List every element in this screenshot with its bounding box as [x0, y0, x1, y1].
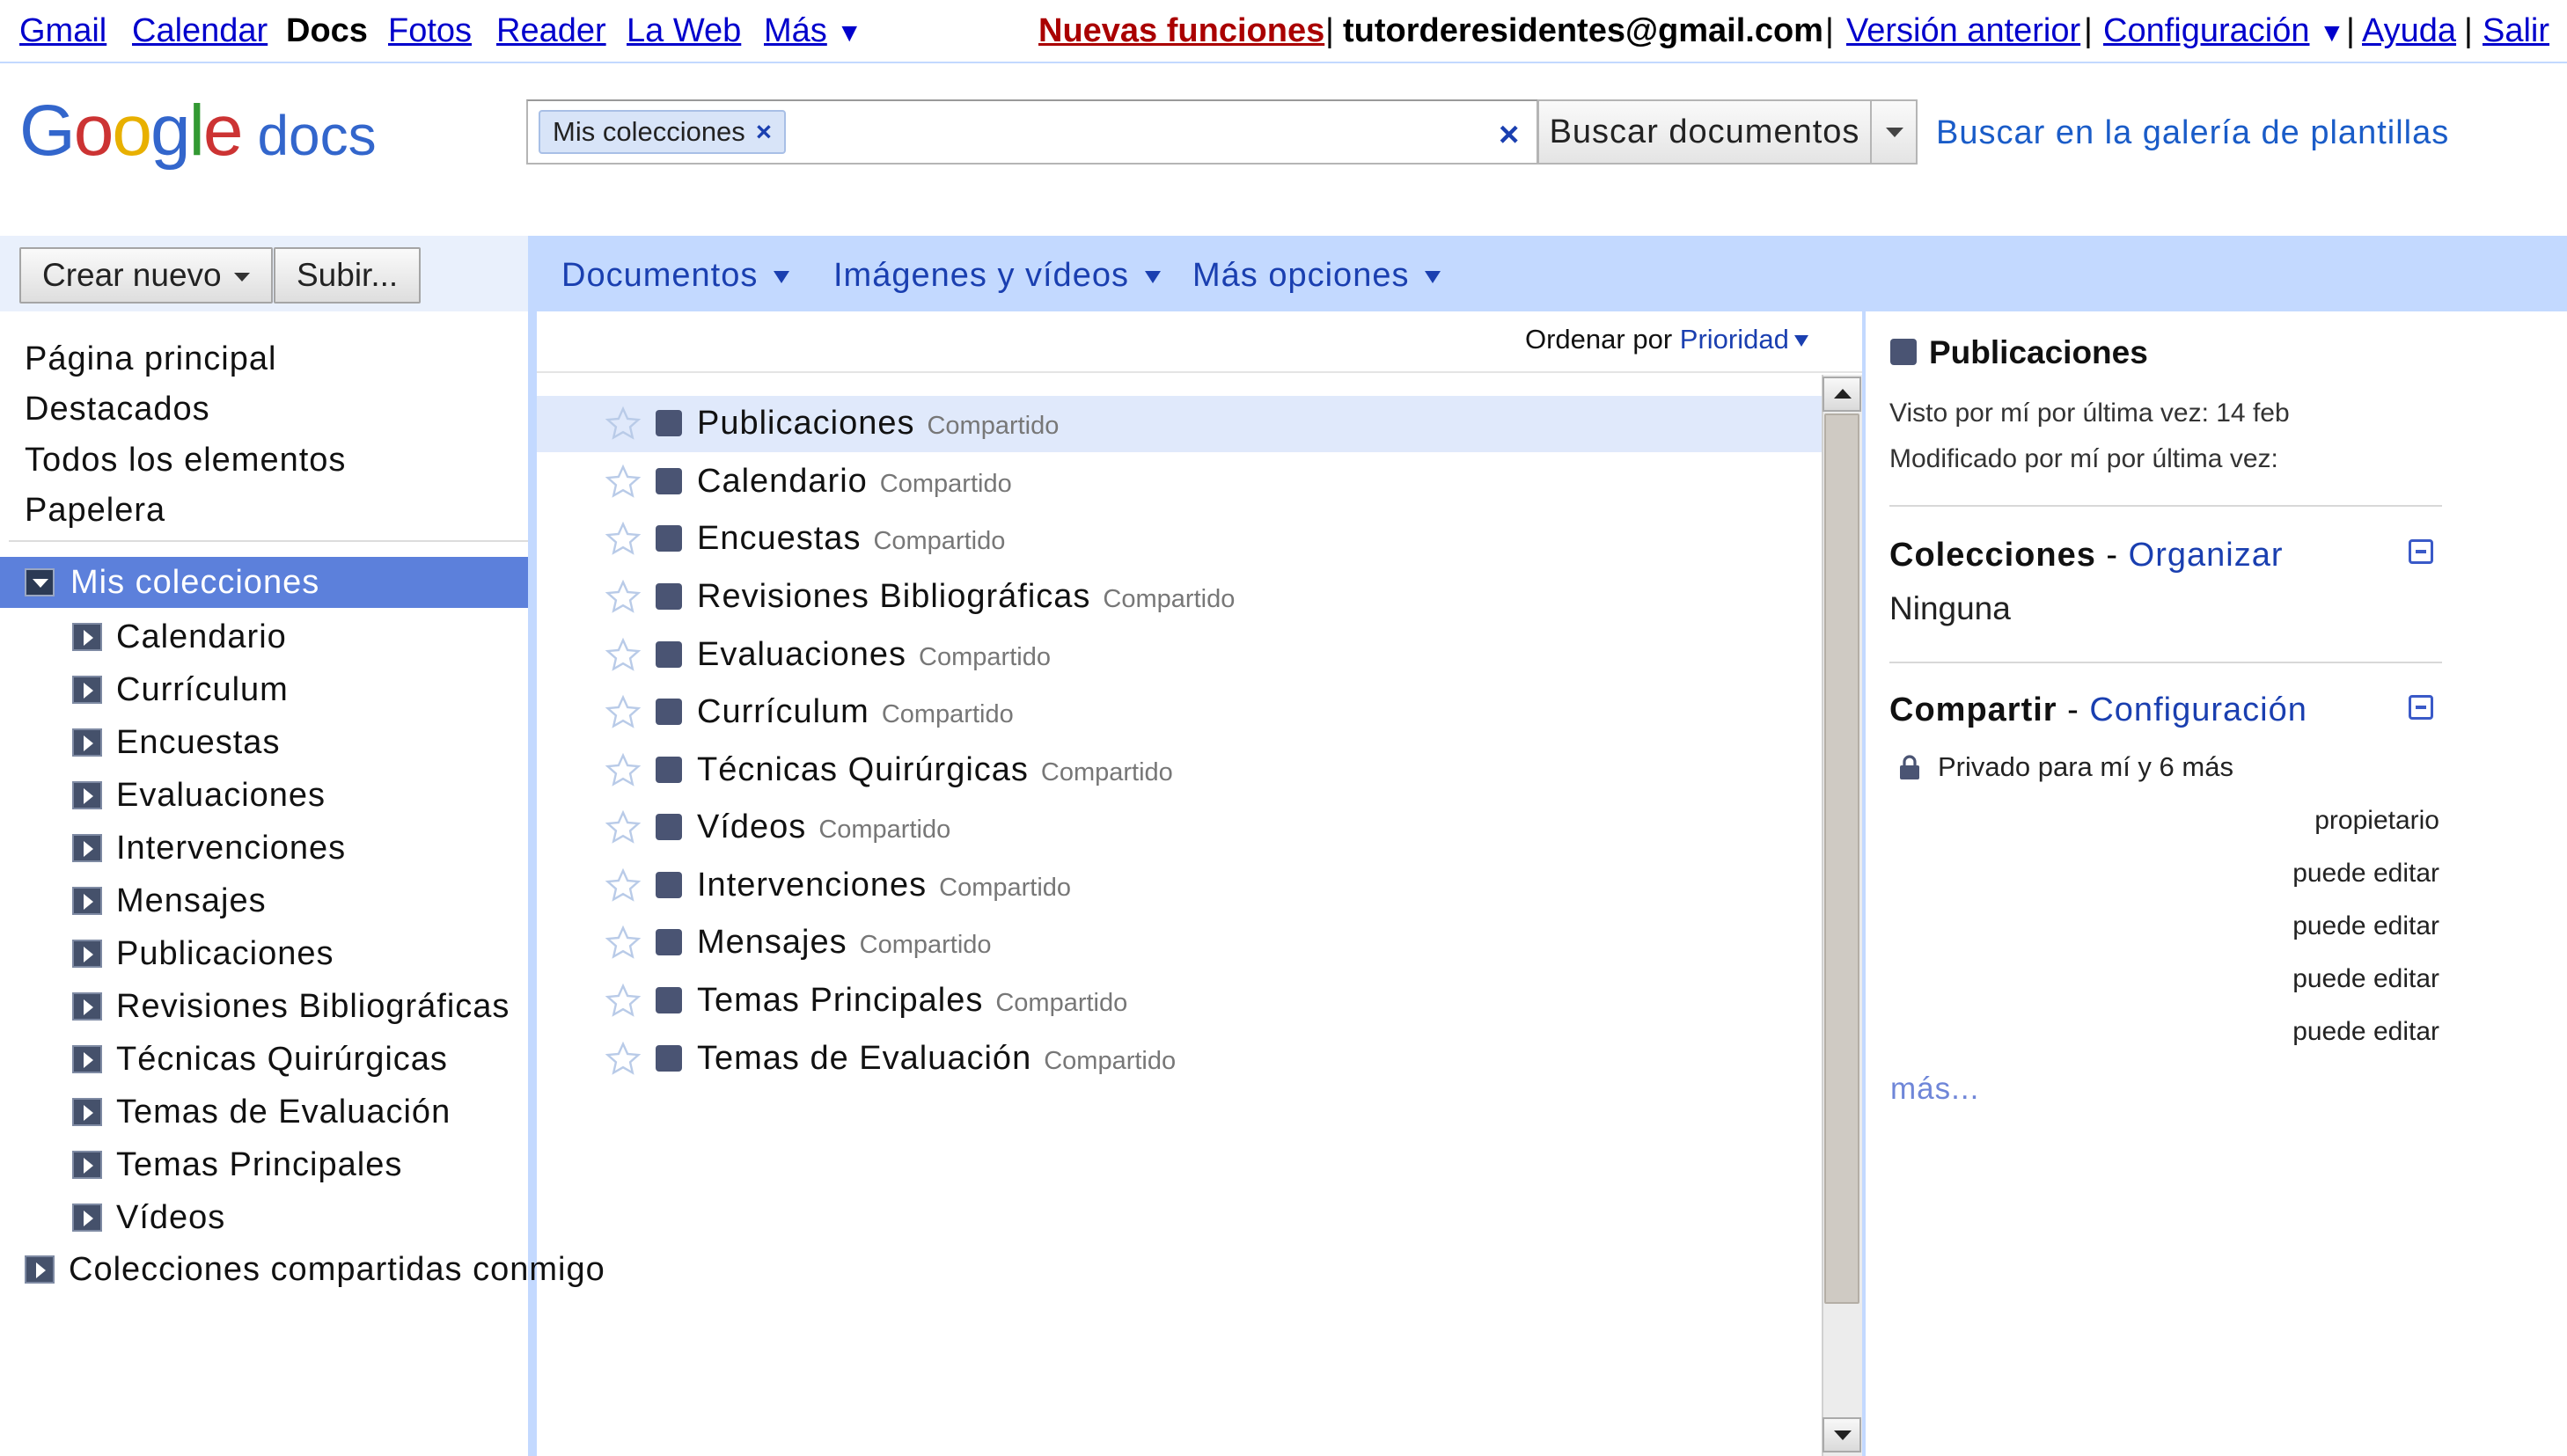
google-docs-logo[interactable] — [19, 91, 377, 175]
sidebar-item-label: Mis colecciones — [70, 564, 320, 601]
expand-arrow-icon[interactable] — [72, 623, 102, 651]
web-link[interactable]: La Web — [627, 12, 742, 49]
chevron-down-icon — [1145, 271, 1161, 283]
collection-label: Evaluaciones — [116, 777, 326, 814]
document-name[interactable] — [697, 518, 1005, 561]
document-row[interactable] — [537, 1031, 1822, 1087]
permission-label: propietario — [2314, 806, 2439, 835]
document-title: Mensajes — [697, 924, 847, 961]
document-row[interactable] — [537, 511, 1822, 567]
calendar-link[interactable]: Calendar — [132, 12, 268, 49]
document-row[interactable] — [537, 800, 1822, 856]
document-row[interactable] — [537, 743, 1822, 799]
shared-tag: Compartido — [1044, 1047, 1177, 1075]
account-email: tutorderesidentes@gmail.com — [1343, 12, 1823, 49]
collection-icon — [1890, 339, 1917, 365]
upload-button[interactable]: Subir... — [274, 247, 421, 304]
shared-tag: Compartido — [879, 470, 1012, 498]
template-gallery-link[interactable]: Buscar en la galería de plantillas — [1936, 114, 2450, 151]
document-title: Técnicas Quirúrgicas — [697, 751, 1029, 788]
shared-tag: Compartido — [818, 816, 951, 844]
tab-more-options[interactable] — [1192, 255, 1441, 296]
top-navigation-bar — [0, 0, 2567, 63]
sort-label: Ordenar por — [1525, 324, 1673, 355]
collection-label: Encuestas — [116, 724, 281, 761]
sidebar-item-my-collections[interactable] — [0, 557, 528, 608]
separator: | — [2084, 12, 2093, 49]
details-divider — [1889, 505, 2442, 507]
settings-caret-icon: ▼ — [2319, 18, 2345, 48]
sort-value-link[interactable]: Prioridad — [1679, 324, 1789, 355]
expand-arrow-icon[interactable] — [72, 940, 102, 968]
document-title: Encuestas — [697, 520, 862, 557]
expand-arrow-icon[interactable] — [72, 676, 102, 704]
document-name[interactable] — [697, 403, 1059, 446]
collapse-section-icon[interactable] — [2409, 695, 2433, 720]
collection-icon — [656, 1045, 682, 1072]
collection-icon — [656, 987, 682, 1013]
sidebar-divider — [9, 540, 528, 542]
document-name[interactable] — [697, 461, 1012, 504]
document-title: Revisiones Bibliográficas — [697, 578, 1091, 615]
signout-link[interactable]: Salir — [2483, 12, 2550, 49]
tab-label: Más opciones — [1192, 257, 1410, 294]
logo-letter: l — [188, 91, 203, 171]
shared-tag: Compartido — [881, 700, 1014, 728]
lock-icon — [1898, 755, 1921, 779]
shared-tag: Compartido — [1040, 758, 1173, 787]
collapse-section-icon[interactable] — [2409, 539, 2433, 564]
star-icon[interactable] — [604, 636, 642, 675]
collection-icon — [656, 757, 682, 783]
logo-letter: G — [19, 91, 74, 171]
star-icon[interactable] — [604, 463, 642, 501]
dash: - — [2095, 537, 2129, 574]
document-name[interactable] — [697, 922, 992, 965]
collection-label: Técnicas Quirúrgicas — [116, 1041, 448, 1078]
collection-label: Revisiones Bibliográficas — [116, 988, 510, 1025]
more-link: Más — [764, 12, 827, 49]
shared-tag: Compartido — [939, 874, 1072, 902]
separator: | — [1825, 12, 1834, 49]
tab-images-videos[interactable] — [833, 255, 1161, 296]
document-title: Evaluaciones — [697, 636, 907, 673]
search-options-dropdown[interactable] — [1872, 99, 1918, 165]
collection-icon — [656, 525, 682, 552]
expand-arrow-icon[interactable] — [72, 1045, 102, 1073]
photos-link[interactable]: Fotos — [388, 12, 473, 49]
collection-icon — [656, 641, 682, 668]
shared-tag: Compartido — [859, 931, 992, 959]
shared-tag: Compartido — [873, 527, 1006, 555]
document-name[interactable] — [697, 1038, 1176, 1081]
document-row[interactable] — [537, 973, 1822, 1029]
expand-arrow-icon[interactable] — [72, 781, 102, 809]
document-title: Calendario — [697, 463, 868, 500]
star-icon[interactable] — [604, 982, 642, 1021]
collection-label: Mensajes — [116, 882, 267, 919]
details-divider — [1862, 311, 1866, 1456]
share-label: Compartir — [1889, 691, 2057, 728]
document-name[interactable] — [697, 634, 1051, 677]
sidebar-item-all-items[interactable]: Todos los elementos — [25, 442, 347, 479]
privacy-status: Privado para mí y 6 más — [1938, 751, 2233, 782]
collection-icon — [656, 468, 682, 494]
collection-icon — [656, 410, 682, 436]
search-input[interactable] — [526, 99, 1538, 165]
collection-icon — [656, 699, 682, 725]
search-documents-button[interactable]: Buscar documentos — [1537, 99, 1872, 165]
collection-filter-chip[interactable] — [539, 110, 786, 154]
document-title: Currículum — [697, 693, 869, 730]
last-modified-text: Modificado por mí por última vez: — [1889, 444, 2278, 473]
sort-control[interactable] — [1525, 322, 1808, 357]
separator: | — [2346, 12, 2355, 49]
collection-icon — [656, 814, 682, 840]
logo-letter: o — [112, 91, 151, 171]
expand-arrow-icon[interactable] — [72, 834, 102, 862]
shared-tag: Compartido — [995, 989, 1128, 1017]
star-icon[interactable] — [604, 808, 642, 847]
logo-letter: e — [202, 91, 242, 171]
chevron-down-icon — [1794, 335, 1808, 347]
document-title: Temas de Evaluación — [697, 1040, 1032, 1077]
document-title: Publicaciones — [697, 405, 915, 442]
collection-label: Publicaciones — [116, 935, 334, 972]
scroll-up-arrow-icon[interactable] — [1823, 377, 1861, 412]
permission-label: puede editar — [2292, 859, 2439, 888]
details-divider — [1889, 662, 2442, 663]
document-row[interactable] — [537, 915, 1822, 971]
create-new-button[interactable] — [19, 247, 273, 304]
star-icon[interactable] — [604, 520, 642, 559]
help-link[interactable]: Ayuda — [2362, 12, 2457, 49]
document-row[interactable] — [537, 454, 1822, 510]
sidebar-item-shared-collections[interactable] — [25, 1249, 605, 1290]
collection-icon — [656, 929, 682, 955]
details-title-text: Publicaciones — [1929, 334, 2148, 370]
chip-label: Mis colecciones — [553, 116, 745, 147]
expand-arrow-icon[interactable] — [72, 1151, 102, 1179]
document-title: Vídeos — [697, 808, 807, 845]
collection-label: Temas de Evaluación — [116, 1094, 451, 1130]
collection-icon — [656, 583, 682, 610]
details-title — [1890, 333, 2148, 373]
expand-arrow-icon[interactable] — [72, 1204, 102, 1232]
star-icon[interactable] — [604, 578, 642, 617]
permission-label: puede editar — [2292, 964, 2439, 993]
chevron-down-icon — [774, 271, 789, 283]
document-row[interactable] — [537, 569, 1822, 626]
new-features-link[interactable]: Nuevas funciones — [1038, 12, 1325, 49]
document-title: Temas Principales — [697, 982, 984, 1019]
star-icon[interactable] — [604, 924, 642, 962]
shared-tag: Compartido — [919, 643, 1051, 671]
settings-menu[interactable] — [2103, 11, 2345, 54]
logo-letter: o — [73, 91, 113, 171]
collection-label: Vídeos — [116, 1199, 226, 1236]
star-icon[interactable] — [604, 693, 642, 732]
search-clear-icon[interactable]: × — [1499, 115, 1520, 154]
collapse-arrow-icon[interactable] — [25, 568, 55, 596]
organize-link[interactable]: Organizar — [2128, 537, 2284, 574]
separator: | — [1325, 12, 1334, 49]
more-link[interactable]: más... — [1890, 1072, 1980, 1106]
document-title: Intervenciones — [697, 867, 928, 904]
chip-remove-icon[interactable]: × — [755, 116, 772, 147]
star-icon[interactable] — [604, 405, 642, 443]
expand-arrow-icon[interactable] — [72, 887, 102, 915]
expand-arrow-icon[interactable] — [72, 992, 102, 1021]
star-icon[interactable] — [604, 751, 642, 790]
star-icon[interactable] — [604, 867, 642, 905]
collection-label: Temas Principales — [116, 1146, 403, 1183]
collections-value: Ninguna — [1889, 590, 2011, 626]
scroll-thumb[interactable] — [1824, 413, 1859, 1304]
share-settings-link[interactable]: Configuración — [2089, 691, 2307, 728]
document-row[interactable] — [537, 396, 1822, 452]
logo-product-name: docs — [257, 104, 377, 167]
separator: | — [2464, 12, 2473, 49]
document-name[interactable] — [697, 576, 1235, 619]
last-viewed-text: Visto por mí por última vez: 14 feb — [1889, 399, 2290, 428]
tab-label: Documentos — [561, 257, 759, 294]
permission-label: puede editar — [2292, 1017, 2439, 1046]
dash: - — [2057, 691, 2090, 728]
reader-link[interactable]: Reader — [496, 12, 606, 49]
document-name[interactable] — [697, 980, 1127, 1023]
settings-link: Configuración — [2103, 12, 2310, 49]
chevron-down-icon — [1425, 271, 1441, 283]
document-row[interactable] — [537, 684, 1822, 741]
sidebar-item-starred[interactable]: Destacados — [25, 391, 210, 428]
shared-tag: Compartido — [927, 412, 1060, 440]
docs-current-label: Docs — [286, 12, 368, 49]
previous-version-link[interactable]: Versión anterior — [1846, 12, 2081, 49]
permission-label: puede editar — [2292, 911, 2439, 940]
create-new-label: Crear nuevo — [42, 257, 222, 293]
collections-section-header — [1889, 535, 2284, 575]
star-icon[interactable] — [604, 1040, 642, 1079]
document-row[interactable] — [537, 627, 1822, 684]
sidebar-item-home[interactable]: Página principal — [25, 340, 277, 377]
expand-arrow-icon[interactable] — [72, 1098, 102, 1126]
document-row[interactable] — [537, 858, 1822, 914]
logo-letter: g — [150, 91, 189, 171]
tab-label: Imágenes y vídeos — [833, 257, 1129, 294]
document-name[interactable] — [697, 691, 1014, 735]
tab-documents[interactable] — [561, 255, 789, 296]
shared-tag: Compartido — [1103, 585, 1236, 613]
expand-arrow-icon[interactable] — [25, 1255, 55, 1284]
document-list — [537, 375, 1822, 1456]
document-name[interactable] — [697, 865, 1071, 908]
more-menu[interactable] — [764, 11, 862, 54]
document-name[interactable] — [697, 750, 1173, 793]
more-caret-icon: ▼ — [836, 18, 863, 48]
sidebar-item-trash[interactable]: Papelera — [25, 492, 166, 529]
expand-arrow-icon[interactable] — [72, 728, 102, 757]
document-name[interactable] — [697, 807, 950, 850]
collection-icon — [656, 872, 682, 898]
collections-label: Colecciones — [1889, 537, 2096, 574]
share-section-header — [1889, 690, 2307, 730]
collection-label: Currículum — [116, 671, 289, 708]
collection-label: Calendario — [116, 618, 287, 655]
scroll-down-arrow-icon[interactable] — [1823, 1417, 1861, 1452]
sidebar-item-label: Colecciones compartidas conmigo — [69, 1251, 605, 1288]
chevron-down-icon — [234, 273, 250, 282]
gmail-link[interactable]: Gmail — [19, 12, 107, 49]
collection-label: Intervenciones — [116, 830, 347, 867]
